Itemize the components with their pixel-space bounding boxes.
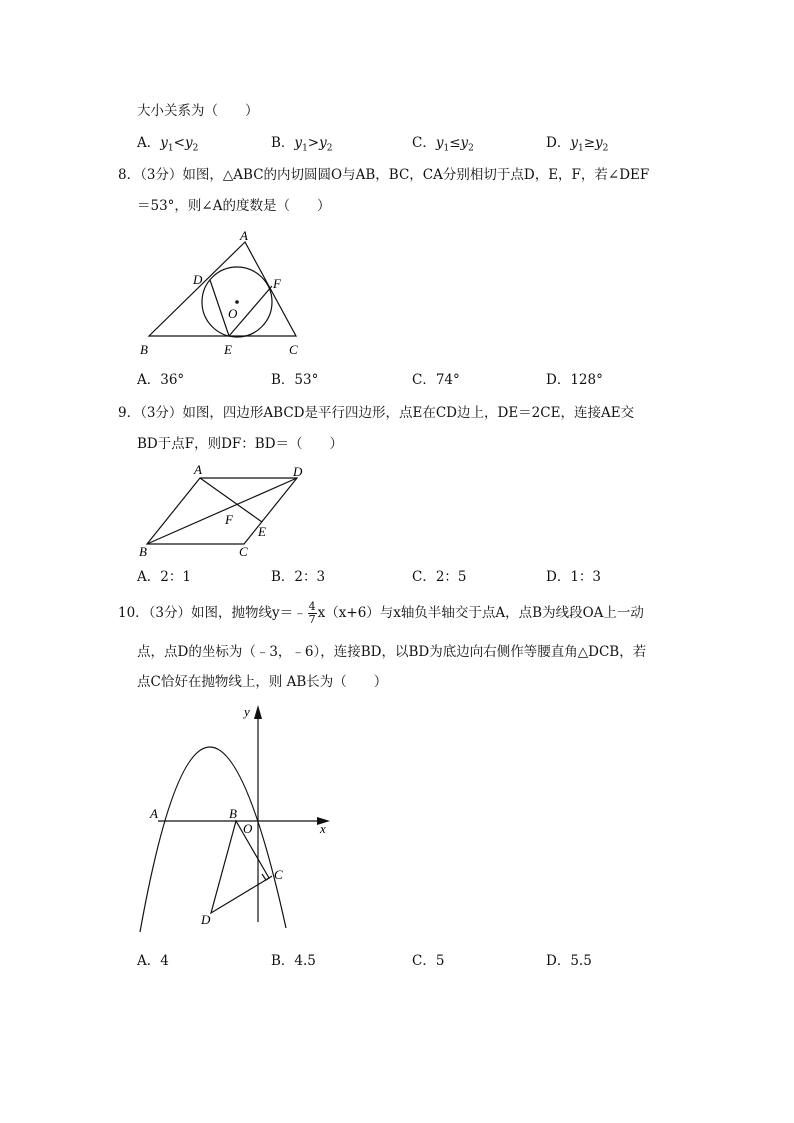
q10-triangle-dcb [211, 821, 269, 913]
q10-label-x: x [320, 821, 326, 836]
q9-label-a: A [194, 462, 202, 477]
q8-label-o: O [228, 306, 238, 321]
q9-parallelogram-figure [135, 460, 315, 560]
q10-fraction: $\frac{4}{7}$ [308, 600, 316, 626]
q8-option-d[interactable]: D．128° [546, 372, 603, 388]
q9-label-e: E [258, 524, 266, 539]
q10-label-a: A [150, 806, 158, 821]
q7-option-d[interactable]: D．$y_1\ge y_2$ [546, 135, 609, 154]
q10-option-c[interactable]: C．5 [412, 953, 445, 969]
q8-label-c: C [289, 342, 298, 357]
q9-option-a[interactable]: A．2：1 [137, 569, 191, 585]
q7-stem-tail: 大小关系为（ ） [137, 103, 259, 119]
q8-label-a: A [240, 228, 248, 243]
q10-label-b: B [229, 806, 237, 821]
q9-option-b[interactable]: B．2：3 [271, 569, 326, 585]
q9-option-d[interactable]: D．1：3 [546, 569, 602, 585]
q8-incircle-figure [135, 226, 315, 361]
q10-label-o: O [243, 821, 253, 836]
q9-label-d: D [293, 464, 303, 479]
q8-option-c[interactable]: C．74° [412, 372, 460, 388]
q7-option-c[interactable]: C．$y_1\le y_2$ [412, 135, 474, 154]
q10-parabola-figure [130, 700, 345, 935]
q10-stem-line2: 点，点D的坐标为（﹣3，﹣6），连接BD，以BD为底边向右侧作等腰直角△DCB，若 [137, 644, 647, 660]
q9-label-f: F [225, 512, 233, 527]
q7-option-b[interactable]: B．$y_1>y_2$ [271, 135, 333, 154]
q9-stem-line2: BD于点F，则DF：BD＝（ ） [137, 436, 344, 452]
q8-stem-line1: 8．（3分）如图，△ABC的内切圆圆O与AB，BC，CA分别相切于点D，E，F，若∠DEF [118, 167, 650, 183]
q10-label-y: y [244, 704, 250, 719]
q10-y-axis-arrow [254, 705, 262, 719]
q10-stem-line1: 10．（3分）如图，抛物线y＝﹣ $\frac{4}{7}$ x（x+6）与x轴负半轴交于点A，点B为线段OA上一动 [118, 600, 644, 626]
q9-stem-line1: 9．（3分）如图，四边形ABCD是平行四边形，点E在CD边上，DE＝2CE，连接AE交 [118, 405, 635, 421]
q10-stem-line3: 点C恰好在抛物线上，则 AB长为（ ） [137, 674, 388, 690]
q8-stem-line2: ＝53°，则∠A的度数是（ ） [137, 198, 331, 214]
q10-option-d[interactable]: D．5.5 [546, 953, 592, 969]
q9-option-c[interactable]: C．2：5 [412, 569, 467, 585]
q10-label-d: D [201, 912, 211, 927]
q9-diagonal-bd [147, 478, 297, 544]
q8-label-e: E [224, 342, 232, 357]
q10-option-a[interactable]: A．4 [137, 953, 169, 969]
q8-label-d: D [193, 272, 203, 287]
q10-label-c: C [274, 867, 283, 882]
q8-option-b[interactable]: B．53° [271, 372, 319, 388]
q9-label-b: B [139, 544, 147, 559]
q8-label-b: B [140, 342, 148, 357]
q9-label-c: C [239, 544, 248, 559]
q8-center-dot [235, 300, 239, 304]
q10-option-b[interactable]: B．4.5 [271, 953, 316, 969]
q8-label-f: F [273, 276, 281, 291]
q7-option-a[interactable]: A．$y_1<y_2$ [137, 135, 199, 154]
q8-option-a[interactable]: A．36° [137, 372, 185, 388]
